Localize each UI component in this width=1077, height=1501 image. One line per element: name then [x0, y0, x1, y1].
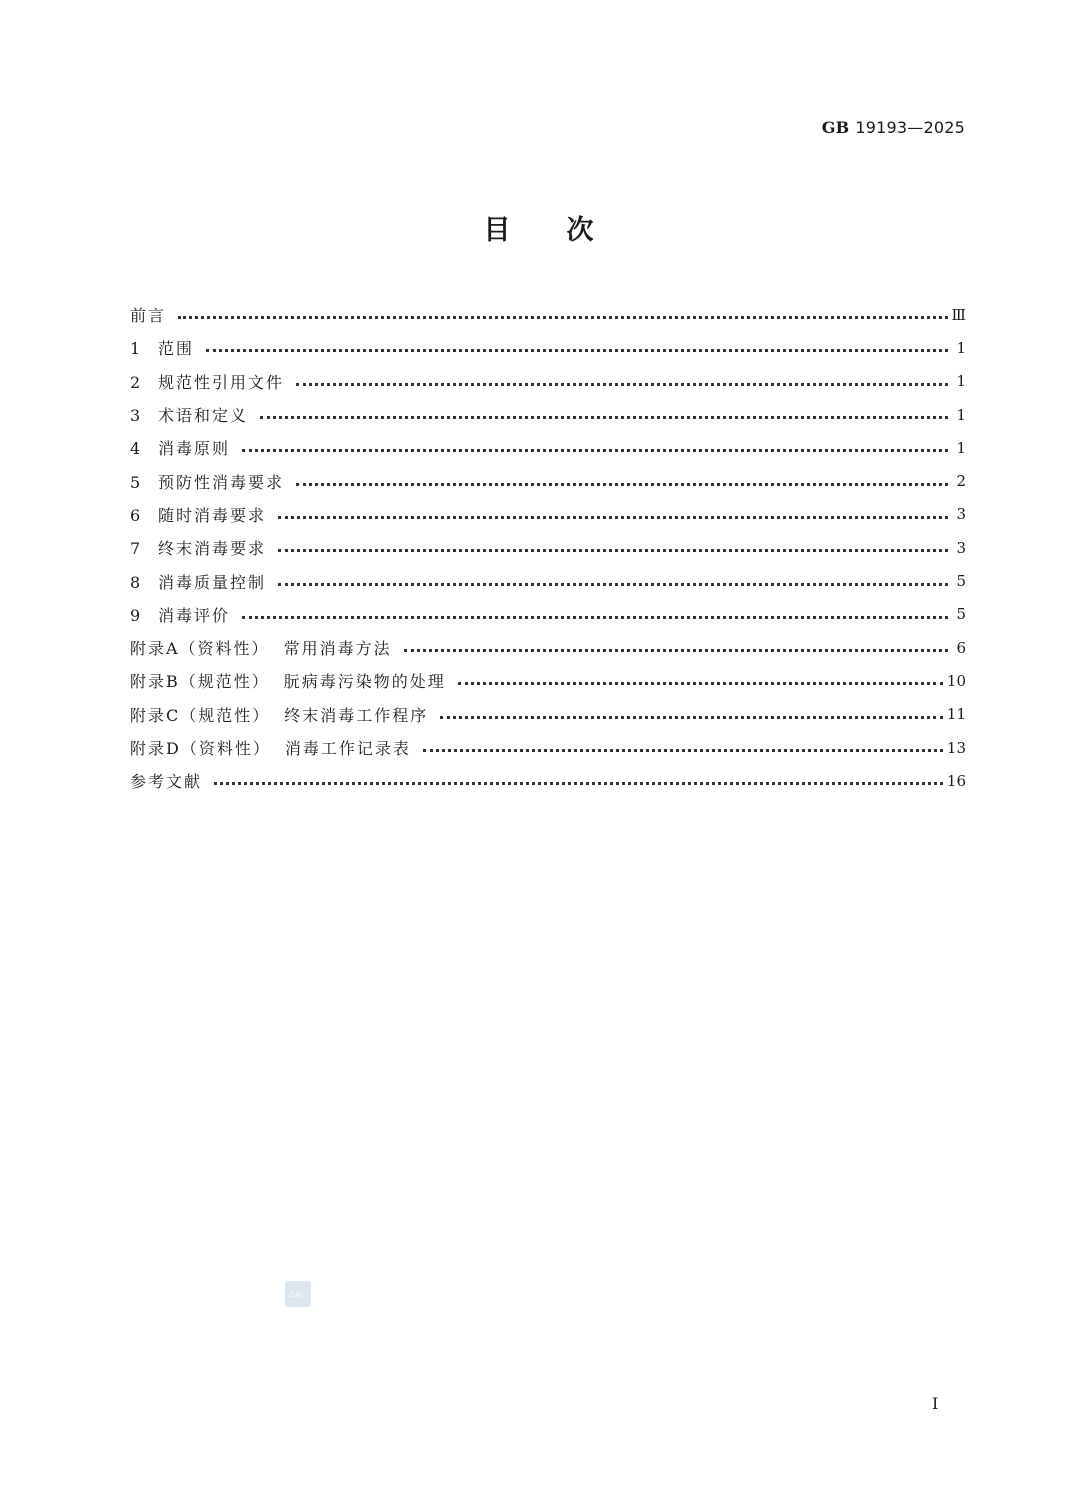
toc-entry-label — [130, 536, 266, 559]
toc-entry-title: 术语和定义 — [158, 406, 249, 426]
toc-entry-label — [130, 470, 284, 493]
toc-entry-label — [130, 669, 446, 692]
toc-entry[interactable] — [130, 298, 966, 331]
sac-watermark-logo — [285, 1281, 311, 1307]
toc-entry-page: 5 — [956, 572, 966, 591]
toc-entry-number: 7 — [130, 539, 141, 559]
toc-entry-page: 3 — [956, 538, 966, 557]
toc-leader-dots — [440, 716, 943, 719]
toc-entry-page: 2 — [956, 472, 966, 491]
toc-entry-number: 5 — [130, 472, 141, 492]
toc-entry-title: 范围 — [158, 339, 195, 359]
toc-entry-page: 1 — [956, 438, 966, 457]
toc-entry-page: 13 — [946, 738, 966, 757]
toc-entry-number: 4 — [130, 439, 141, 459]
toc-entry-title: 消毒质量控制 — [158, 572, 267, 592]
toc-entry-title: 终末消毒要求 — [158, 539, 267, 559]
toc-leader-dots — [278, 583, 948, 586]
toc-entry[interactable] — [130, 764, 966, 797]
standard-code — [822, 118, 965, 137]
toc-entry-label — [130, 736, 411, 759]
toc-entry-label — [130, 603, 230, 626]
toc-entry-title: 消毒原则 — [158, 439, 231, 459]
page-number: I — [932, 1394, 939, 1413]
toc-entry-title: 参考文献 — [130, 772, 203, 792]
toc-entry-title: 规范性引用文件 — [158, 372, 285, 392]
toc-entry-title: 常用消毒方法 — [283, 639, 392, 659]
toc-leader-dots — [296, 383, 948, 386]
toc-entry-number: 6 — [130, 505, 141, 525]
toc-entry-label — [130, 436, 230, 459]
toc-leader-dots — [214, 782, 943, 785]
toc-entry-label — [130, 503, 266, 526]
toc-entry[interactable] — [130, 731, 966, 764]
toc-entry-title: 消毒工作记录表 — [284, 739, 411, 758]
toc-leader-dots — [206, 349, 948, 352]
toc-entry-page: 16 — [946, 771, 966, 790]
toc-entry[interactable] — [130, 431, 966, 464]
toc-entry[interactable] — [130, 564, 966, 597]
toc-entry-label — [130, 370, 284, 393]
toc-leader-dots — [458, 682, 943, 685]
toc-entry-number: 1 — [130, 339, 141, 359]
toc-entry[interactable] — [130, 598, 966, 631]
toc-entry-label — [130, 336, 194, 359]
standard-number: 19193—2025 — [855, 118, 965, 137]
toc-entry-page: 1 — [956, 405, 966, 424]
toc-entry-label — [130, 570, 266, 593]
toc-entry[interactable] — [130, 698, 966, 731]
toc-entry-appendix-tag: 附录D（资料性） — [130, 739, 271, 758]
toc-leader-dots — [278, 549, 948, 552]
toc-entry-appendix-tag: 附录A（资料性） — [130, 639, 270, 659]
page-title: 目次 — [483, 215, 650, 246]
toc-entry[interactable] — [130, 664, 966, 697]
toc-entry[interactable] — [130, 498, 966, 531]
watermark-text: SAC — [289, 1289, 307, 1299]
toc-entry-title: 消毒评价 — [158, 605, 231, 625]
toc-entry-number: 9 — [130, 605, 141, 625]
toc-entry[interactable] — [130, 631, 966, 664]
toc-entry-label — [130, 703, 428, 726]
toc-entry-page: 1 — [956, 338, 966, 357]
toc-leader-dots — [296, 483, 948, 486]
toc-entry-number: 2 — [130, 372, 141, 392]
toc-entry-title: 朊病毒污染物的处理 — [283, 672, 446, 692]
toc-entry-number: 3 — [130, 406, 141, 426]
toc-entry-title: 随时消毒要求 — [158, 505, 267, 525]
toc-entry-title: 终末消毒工作程序 — [284, 705, 429, 725]
toc-entry-title: 前言 — [130, 306, 167, 326]
toc-entry-appendix-tag: 附录B（规范性） — [130, 672, 270, 692]
toc-leader-dots — [404, 649, 948, 652]
toc-leader-dots — [260, 416, 948, 419]
toc-entry-label — [130, 303, 166, 326]
toc-entry[interactable] — [130, 531, 966, 564]
toc-entry[interactable] — [130, 365, 966, 398]
toc-entry-page: 5 — [956, 605, 966, 624]
toc-entry[interactable] — [130, 398, 966, 431]
toc-entry-page: 1 — [956, 372, 966, 391]
toc-entry-label — [130, 769, 202, 792]
toc-entry-label — [130, 403, 248, 426]
standard-prefix: GB — [821, 118, 850, 137]
toc-entry-label — [130, 636, 392, 659]
toc-entry-title: 预防性消毒要求 — [158, 472, 285, 492]
table-of-contents — [130, 298, 966, 797]
toc-entry-page: 6 — [956, 638, 966, 657]
toc-entry[interactable] — [130, 331, 966, 364]
toc-leader-dots — [242, 449, 948, 452]
toc-entry-number: 8 — [130, 572, 141, 592]
toc-leader-dots — [242, 616, 948, 619]
toc-entry-page: 11 — [946, 705, 966, 724]
toc-entry-page: 3 — [956, 505, 966, 524]
toc-entry-page: 10 — [946, 671, 966, 690]
toc-entry[interactable] — [130, 464, 966, 497]
toc-entry-page: Ⅲ — [951, 305, 966, 324]
toc-entry-appendix-tag: 附录C（规范性） — [130, 705, 271, 725]
toc-leader-dots — [178, 316, 948, 319]
toc-leader-dots — [423, 749, 943, 752]
toc-leader-dots — [278, 516, 948, 519]
